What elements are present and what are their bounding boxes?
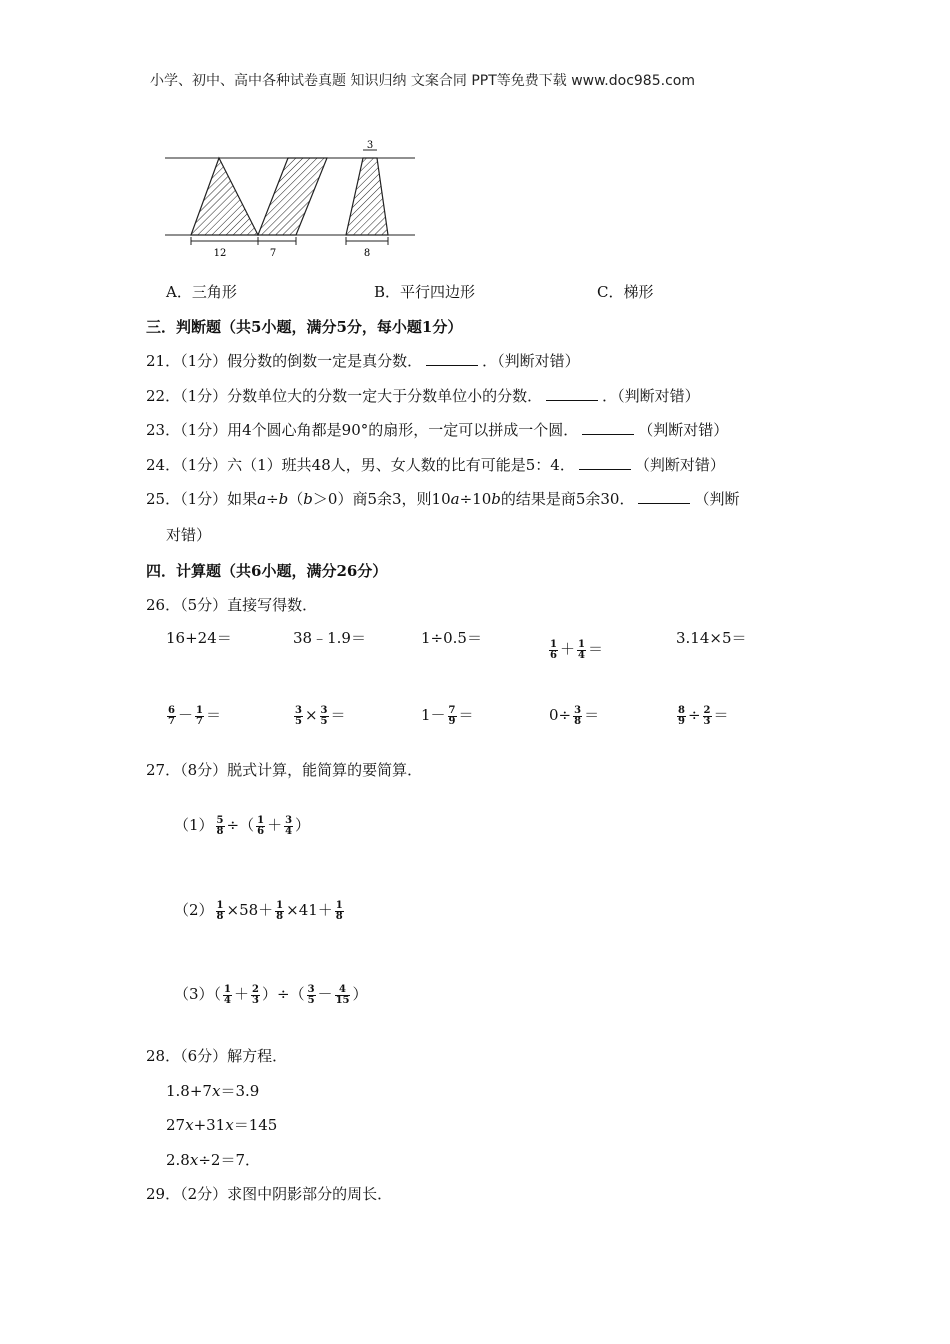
- shapes-figure: [160, 138, 420, 263]
- q28-e1: 1.8+7x＝3.9: [166, 1082, 260, 1100]
- q26-r2-e4: 0÷ $\frac{3}{8}$ ＝: [549, 704, 600, 727]
- triangle-shape: [191, 158, 258, 235]
- answer-blank[interactable]: [582, 422, 634, 435]
- q26-r2-e2: $\frac{3}{5}$ × $\frac{3}{5}$ ＝: [295, 704, 346, 727]
- label-12: 12: [213, 248, 227, 259]
- section4-title: 四．计算题（共6小题，满分26分）: [146, 562, 388, 580]
- parallelogram-shape: [258, 158, 327, 235]
- q27-s1: （1） $\frac{5}{8}$ ÷（ $\frac{1}{6}$ ＋ $\frac{3}{4}$ ）: [174, 814, 311, 837]
- q27-s2: （2） $\frac{1}{8}$ ×58＋ $\frac{1}{8}$ ×41＋ $\frac{1}{8}$: [174, 899, 343, 922]
- answer-blank[interactable]: [638, 491, 690, 504]
- q26-stem: 26．（5分）直接写得数．: [146, 596, 318, 614]
- q26-r1-e3: 1÷0.5＝: [421, 629, 482, 647]
- q29-stem: 29．（2分）求图中阴影部分的周长．: [146, 1185, 393, 1203]
- q24: 24．（1分）六（1）班共48人，男、女人数的比有可能是5：4． （判断对错）: [146, 456, 725, 474]
- q22: 22．（1分）分数单位大的分数一定大于分数单位小的分数． ．（判断对错）: [146, 387, 700, 405]
- option-c: C．梯形: [597, 283, 654, 301]
- q26-r2-e5: $\frac{8}{9}$ ÷ $\frac{2}{3}$ ＝: [678, 704, 729, 727]
- answer-blank[interactable]: [426, 353, 478, 366]
- q21: 21．（1分）假分数的倒数一定是真分数． ．（判断对错）: [146, 352, 580, 370]
- q26-r1-e2: 38﹣1.9＝: [293, 629, 366, 647]
- q28-e2: 27x+31x＝145: [166, 1116, 278, 1134]
- q27-s3: （3）（ $\frac{1}{4}$ ＋ $\frac{2}{3}$ ）÷（ $\frac{3}{5}$ － $\frac{4}{15}$ ）: [174, 983, 368, 1006]
- q26-r1-e4: $\frac{1}{6}$ ＋ $\frac{1}{4}$ ＝: [550, 638, 603, 661]
- trapezoid-shape: [346, 158, 388, 235]
- option-a: A．三角形: [166, 283, 237, 301]
- q26-r1-e5: 3.14×5＝: [676, 629, 747, 647]
- q25: 25．（1分）如果a÷b（b＞0）商5余3，则10a÷10b的结果是商5余30． （判断: [146, 490, 740, 508]
- q27-stem: 27．（8分）脱式计算，能简算的要简算．: [146, 761, 423, 779]
- section3-title: 三．判断题（共5小题，满分5分，每小题1分）: [146, 318, 463, 336]
- page-header: 小学、初中、高中各种试卷真题 知识归纳 文案合同 PPT等免费下载 www.doc985.com: [150, 73, 695, 89]
- q26-r1-e1: 16+24＝: [166, 629, 232, 647]
- answer-blank[interactable]: [546, 388, 598, 401]
- q28-stem: 28．（6分）解方程．: [146, 1047, 288, 1065]
- label-8: 8: [363, 248, 371, 259]
- q28-e3: 2.8x÷2＝7．: [166, 1151, 260, 1169]
- q26-r2-e3: 1－ $\frac{7}{9}$ ＝: [421, 704, 474, 727]
- label-7: 7: [269, 248, 277, 259]
- q23: 23．（1分）用4个圆心角都是90°的扇形，一定可以拼成一个圆． （判断对错）: [146, 421, 729, 439]
- label-3: 3: [366, 140, 374, 151]
- answer-blank[interactable]: [579, 457, 631, 470]
- q25-line2: 对错）: [166, 526, 212, 544]
- option-b: B．平行四边形: [374, 283, 476, 301]
- q26-r2-e1: $\frac{6}{7}$ － $\frac{1}{7}$ ＝: [168, 704, 221, 727]
